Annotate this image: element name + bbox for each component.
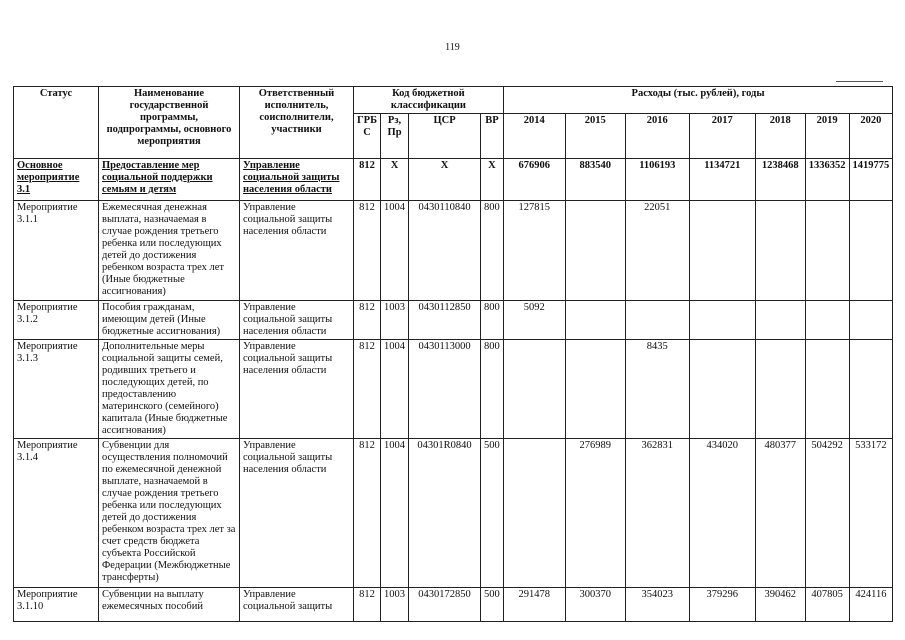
header-year: 2017	[689, 114, 755, 159]
value-cell	[503, 340, 565, 439]
value-cell: 5092	[503, 301, 565, 340]
value-cell: 533172	[849, 439, 893, 588]
csr-cell: 0430110840	[409, 201, 481, 301]
value-cell: 8435	[625, 340, 689, 439]
rzpr-cell: Х	[381, 159, 409, 201]
value-cell	[689, 201, 755, 301]
value-cell: 676906	[503, 159, 565, 201]
status-cell: Мероприятие 3.1.2	[14, 301, 99, 340]
table-row	[14, 588, 893, 622]
header-status: Статус	[14, 87, 99, 159]
vr-cell: 500	[481, 588, 504, 622]
value-cell: 379296	[689, 588, 755, 622]
value-cell: 504292	[805, 439, 849, 588]
grbs-cell: 812	[354, 301, 381, 340]
value-cell	[755, 340, 805, 439]
executor-cell: Управление социальной защиты населения области	[240, 201, 354, 301]
csr-cell: Х	[409, 159, 481, 201]
budget-table	[13, 86, 893, 622]
csr-cell: 0430112850	[409, 301, 481, 340]
value-cell	[755, 301, 805, 340]
value-cell	[565, 301, 625, 340]
name-cell: Субвенции на выплату ежемесячных пособий	[99, 588, 240, 622]
top-rule	[836, 81, 883, 82]
header-grbs: ГРБ С	[354, 114, 381, 159]
value-cell	[805, 301, 849, 340]
header-budget-code: Код бюджетной классификации	[354, 87, 504, 114]
grbs-cell: 812	[354, 201, 381, 301]
table-row	[14, 201, 893, 301]
value-cell: 362831	[625, 439, 689, 588]
table-row	[14, 340, 893, 439]
grbs-cell: 812	[354, 159, 381, 201]
name-cell: Субвенции для осуществления полномочий по ежемесячной денежной выплате, назначаемой в случае рождения третьего ребенка или последующих детей до достижения ребенком возраста трех лет за счет средств бюджета субъекта Российской Федерации (Межбюджетные трансферты)	[99, 439, 240, 588]
value-cell: 300370	[565, 588, 625, 622]
value-cell	[805, 201, 849, 301]
table-row	[14, 159, 893, 201]
csr-cell: 04301R0840	[409, 439, 481, 588]
value-cell: 354023	[625, 588, 689, 622]
value-cell	[849, 301, 893, 340]
value-cell	[689, 340, 755, 439]
rzpr-cell: 1004	[381, 201, 409, 301]
rzpr-cell: 1004	[381, 340, 409, 439]
header-year: 2016	[625, 114, 689, 159]
executor-cell: Управление социальной защиты	[240, 588, 354, 622]
value-cell: 424116	[849, 588, 893, 622]
value-cell: 1238468	[755, 159, 805, 201]
value-cell	[625, 301, 689, 340]
value-cell: 1419775	[849, 159, 893, 201]
name-cell: Предоставление мер социальной поддержки семьям и детям	[99, 159, 240, 201]
name-cell: Пособия гражданам, имеющим детей (Иные бюджетные ассигнования)	[99, 301, 240, 340]
header-year: 2015	[565, 114, 625, 159]
vr-cell: 800	[481, 201, 504, 301]
table-row	[14, 301, 893, 340]
grbs-cell: 812	[354, 588, 381, 622]
rzpr-cell: 1003	[381, 301, 409, 340]
page-number: 119	[445, 42, 460, 53]
value-cell: 127815	[503, 201, 565, 301]
header-name: Наименование государственной программы, подпрограммы, основного мероприятия	[99, 87, 240, 159]
csr-cell: 0430172850	[409, 588, 481, 622]
value-cell	[805, 340, 849, 439]
executor-cell: Управление социальной защиты населения области	[240, 301, 354, 340]
header-csr: ЦСР	[409, 114, 481, 159]
executor-cell: Управление социальной защиты населения области	[240, 439, 354, 588]
value-cell: 390462	[755, 588, 805, 622]
value-cell	[565, 340, 625, 439]
status-cell: Мероприятие 3.1.3	[14, 340, 99, 439]
grbs-cell: 812	[354, 439, 381, 588]
header-rzpr: Рз, Пр	[381, 114, 409, 159]
status-cell: Основное мероприятие 3.1	[14, 159, 99, 201]
value-cell: 480377	[755, 439, 805, 588]
value-cell: 276989	[565, 439, 625, 588]
value-cell	[849, 340, 893, 439]
value-cell: 407805	[805, 588, 849, 622]
value-cell	[503, 439, 565, 588]
table-row	[14, 439, 893, 588]
rzpr-cell: 1004	[381, 439, 409, 588]
header-year: 2018	[755, 114, 805, 159]
vr-cell: Х	[481, 159, 504, 201]
grbs-cell: 812	[354, 340, 381, 439]
name-cell: Дополнительные меры социальной защиты семей, родивших третьего и последующих детей, по предоставлению материнского (семейного) капитала (Иные бюджетные ассигнования)	[99, 340, 240, 439]
vr-cell: 800	[481, 340, 504, 439]
value-cell	[565, 201, 625, 301]
header-expenses: Расходы (тыс. рублей), годы	[503, 87, 893, 114]
header-year: 2019	[805, 114, 849, 159]
status-cell: Мероприятие 3.1.1	[14, 201, 99, 301]
executor-cell: Управление социальной защиты населения области	[240, 340, 354, 439]
header-year: 2020	[849, 114, 893, 159]
value-cell: 291478	[503, 588, 565, 622]
value-cell: 883540	[565, 159, 625, 201]
executor-cell: Управление социальной защиты населения области	[240, 159, 354, 201]
status-cell: Мероприятие 3.1.10	[14, 588, 99, 622]
value-cell: 22051	[625, 201, 689, 301]
header-year: 2014	[503, 114, 565, 159]
rzpr-cell: 1003	[381, 588, 409, 622]
csr-cell: 0430113000	[409, 340, 481, 439]
name-cell: Ежемесячная денежная выплата, назначаемая в случае рождения третьего ребенка или последующих детей до достижения ребенком возраста трех лет (Иные бюджетные ассигнования)	[99, 201, 240, 301]
value-cell: 1336352	[805, 159, 849, 201]
status-cell: Мероприятие 3.1.4	[14, 439, 99, 588]
value-cell	[849, 201, 893, 301]
value-cell	[689, 301, 755, 340]
header-executor: Ответственный исполнитель, соисполнители, участники	[240, 87, 354, 159]
vr-cell: 500	[481, 439, 504, 588]
value-cell: 1106193	[625, 159, 689, 201]
header-row-1	[14, 87, 893, 114]
vr-cell: 800	[481, 301, 504, 340]
header-vr: ВР	[481, 114, 504, 159]
value-cell: 434020	[689, 439, 755, 588]
value-cell	[755, 201, 805, 301]
value-cell: 1134721	[689, 159, 755, 201]
